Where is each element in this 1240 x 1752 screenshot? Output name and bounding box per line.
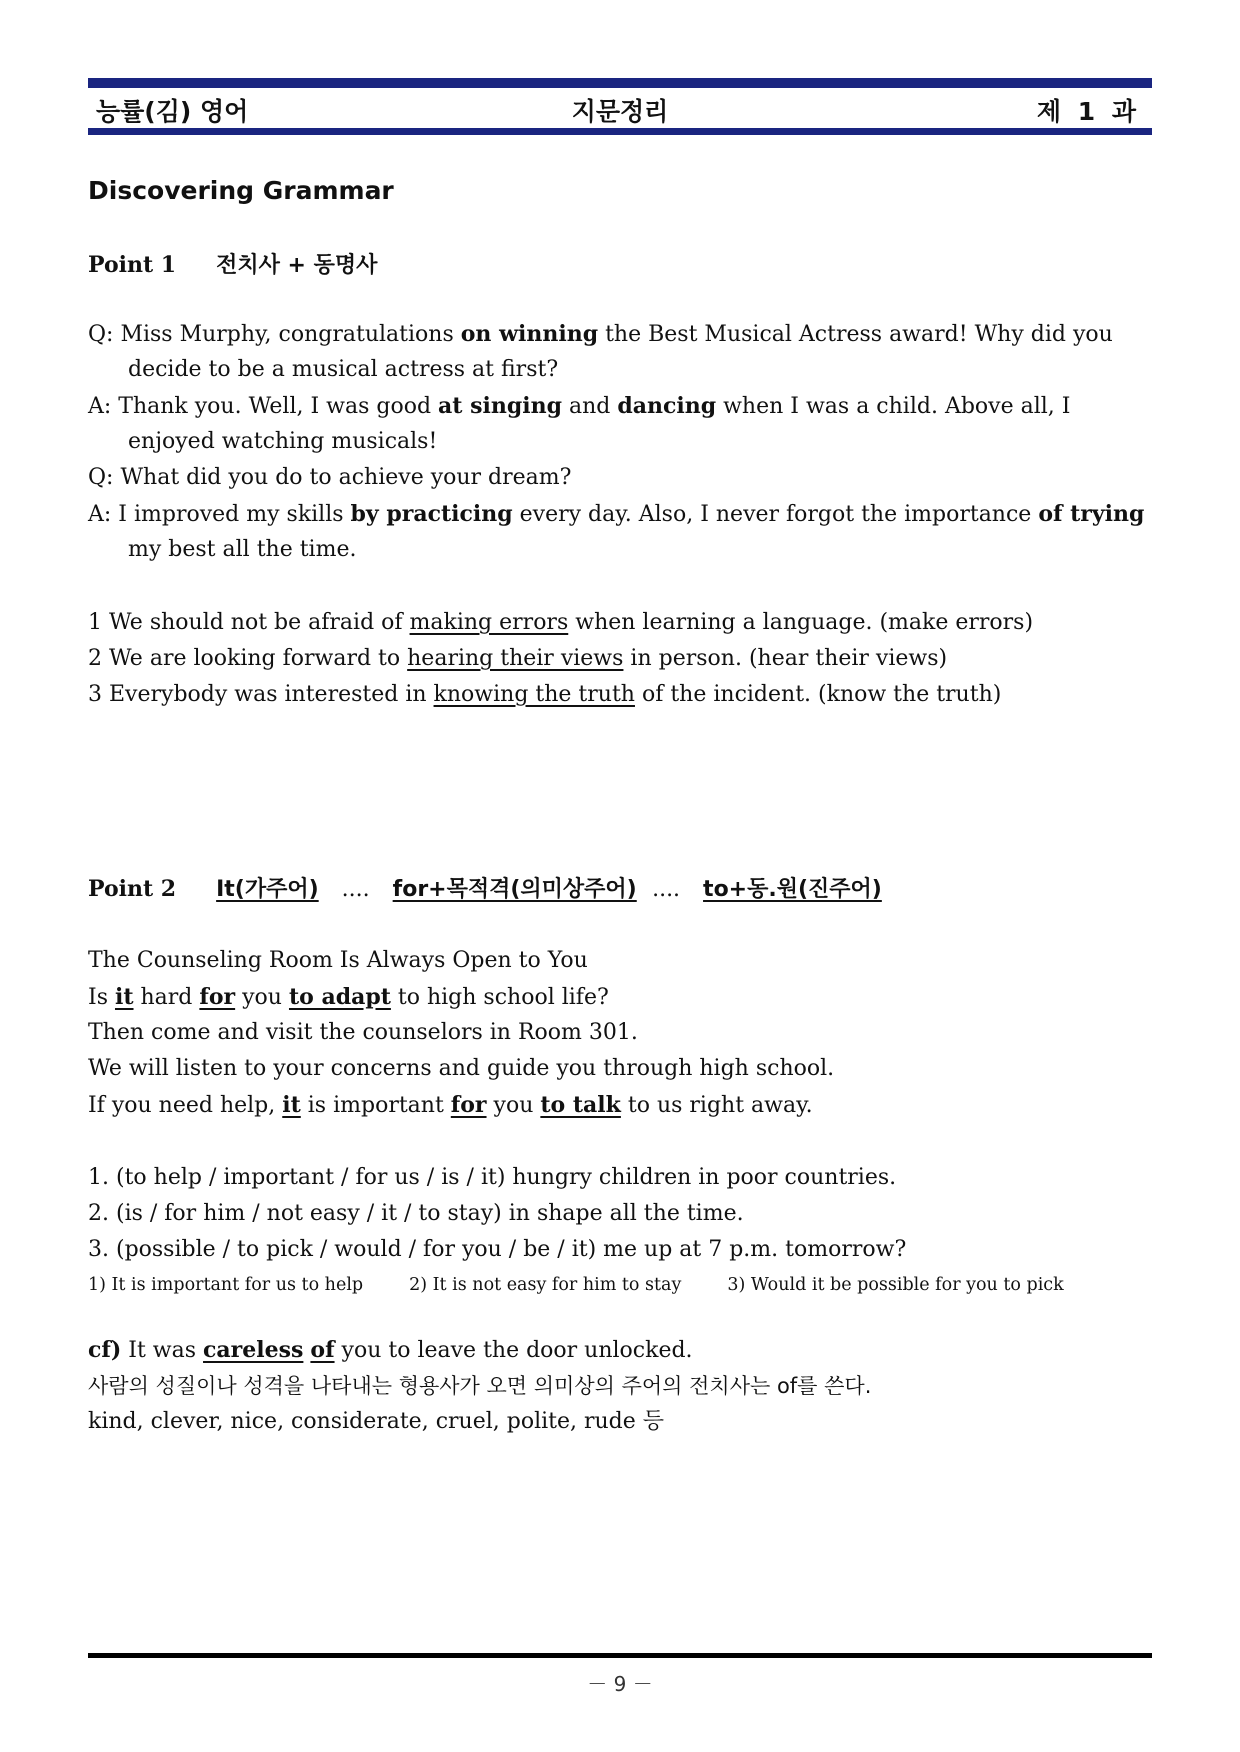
header-left: 능률(김) 영어: [96, 97, 249, 126]
text: If you need help,: [88, 1093, 283, 1118]
page-number: － 9 －: [587, 1672, 653, 1696]
bold-text: at singing: [438, 393, 562, 419]
document-page: [88, 0, 1152, 1752]
bold-text: by practicing: [350, 501, 513, 527]
dots: ....: [652, 877, 681, 902]
text: when learning a language. (make errors): [568, 610, 1034, 635]
underlined-answer: knowing the truth: [433, 682, 635, 707]
dots: ....: [341, 877, 370, 902]
point1-example-3: [88, 680, 1001, 710]
point1-example-1: [88, 608, 1033, 638]
text: every day. Also, I never forgot the importance: [512, 502, 1039, 527]
underlined-answer: hearing their views: [407, 646, 624, 671]
text: Q: Miss Murphy, congratulations: [88, 322, 461, 347]
text: you: [235, 985, 289, 1010]
point2-label: Point 2: [88, 876, 177, 902]
header-right: 제 1 과: [1036, 97, 1140, 126]
cf-note: 사람의 성질이나 성격을 나타내는 형용사가 오면 의미상의 주어의 전치사는 of를 쓴다.: [88, 1374, 872, 1398]
text: you to leave the door unlocked.: [334, 1338, 693, 1363]
point2-term-2: for+목적격(의미상주어): [392, 877, 637, 902]
page-header: [88, 88, 1152, 128]
header-top-rule: [88, 78, 1152, 88]
point2-exercise-1: 1. (to help / important / for us / is / it) hungry children in poor countries.: [88, 1165, 897, 1190]
notice-line-4: We will listen to your concerns and guide you through high school.: [88, 1056, 835, 1081]
point1-label: Point 1: [88, 252, 177, 278]
text: hard: [133, 985, 200, 1010]
text: in person. (hear their views): [623, 646, 948, 671]
dialogue-a2-cont: my best all the time.: [128, 537, 357, 562]
key-word: of: [310, 1337, 335, 1363]
dialogue-q2: Q: What did you do to achieve your dream?: [88, 465, 572, 490]
bold-text: of trying: [1038, 501, 1145, 527]
point2-term-1: It(가주어): [216, 877, 319, 902]
notice-title: The Counseling Room Is Always Open to You: [88, 948, 588, 973]
answer-3: 3) Would it be possible for you to pick: [727, 1275, 1064, 1295]
dialogue-q1-cont: decide to be a musical actress at first?: [128, 357, 559, 382]
cf-label: cf): [88, 1337, 122, 1363]
key-word: to adapt: [288, 984, 391, 1010]
notice-line-2: [88, 982, 609, 1013]
point2-answers: [88, 1270, 1064, 1300]
key-word: for: [199, 984, 236, 1010]
key-word: to talk: [540, 1092, 621, 1118]
text: A: I improved my skills: [88, 502, 351, 527]
point2-exercise-2: 2. (is / for him / not easy / it / to stay) in shape all the time.: [88, 1201, 744, 1226]
dialogue-a2: [88, 499, 1144, 530]
answer-1: 1) It is important for us to help: [88, 1275, 364, 1295]
key-word: it: [282, 1092, 301, 1118]
dialogue-a1: [88, 391, 1070, 422]
footer-rule: [88, 1653, 1152, 1658]
text: 3 Everybody was interested in: [88, 682, 434, 707]
text: to us right away.: [620, 1093, 813, 1118]
text: Is: [88, 985, 115, 1010]
point1-example-2: [88, 644, 947, 674]
text: when I was a child. Above all, I: [716, 394, 1071, 419]
point2-heading: [88, 874, 882, 905]
dialogue-q1: [88, 319, 1113, 350]
point1-heading: [88, 250, 377, 281]
cf-sentence: [88, 1335, 693, 1366]
point2-term-3: to+동.원(진주어): [703, 877, 882, 902]
section-title: Discovering Grammar: [88, 176, 394, 205]
notice-line-3: Then come and visit the counselors in Room 301.: [88, 1020, 638, 1045]
text: is important: [300, 1093, 451, 1118]
text: 1 We should not be afraid of: [88, 610, 410, 635]
underlined-answer: making errors: [409, 610, 569, 635]
header-bottom-rule: [88, 128, 1152, 135]
key-word: for: [450, 1092, 487, 1118]
point2-exercise-3: 3. (possible / to pick / would / for you / be / it) me up at 7 p.m. tomorrow?: [88, 1237, 907, 1262]
bold-text: on winning: [460, 321, 599, 347]
header-center: 지문정리: [571, 97, 669, 126]
text: A: Thank you. Well, I was good: [88, 394, 439, 419]
text: It was: [121, 1338, 204, 1363]
text: you: [486, 1093, 541, 1118]
text: to high school life?: [390, 985, 609, 1010]
text: and: [561, 394, 618, 419]
dialogue-a1-cont: enjoyed watching musicals!: [128, 429, 438, 454]
adjective-list: kind, clever, nice, considerate, cruel, polite, rude 등: [88, 1409, 665, 1434]
key-word: it: [114, 984, 134, 1010]
point1-topic: 전치사 + 동명사: [216, 253, 378, 278]
text: the Best Musical Actress award! Why did you: [598, 322, 1113, 347]
key-word: careless: [203, 1337, 304, 1363]
text: of the incident. (know the truth): [634, 682, 1002, 707]
answer-2: 2) It is not easy for him to stay: [409, 1275, 682, 1295]
bold-text: dancing: [617, 393, 717, 419]
notice-line-5: [88, 1090, 813, 1121]
text: 2 We are looking forward to: [88, 646, 408, 671]
